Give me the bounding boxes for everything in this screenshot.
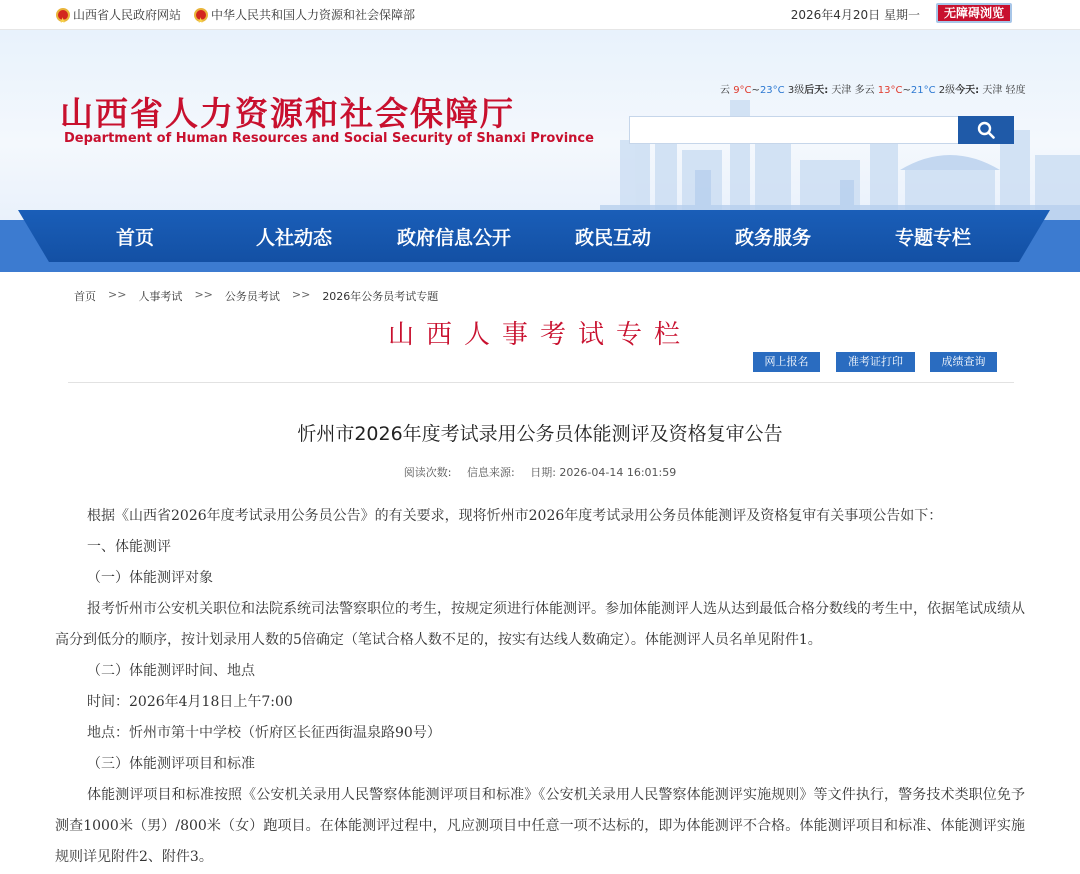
nav-home[interactable]: 首页 xyxy=(115,227,154,249)
paragraph: 根据《山西省2026年度考试录用公务员公告》的有关要求，现将忻州市2026年度考试录用公务员体能测评及资格复审有关事项公告如下： xyxy=(87,508,943,524)
nav-news[interactable]: 人社动态 xyxy=(255,227,332,249)
gov-site-link[interactable] xyxy=(56,0,181,30)
publish-date: 日期: 2026-04-14 16:01:59 xyxy=(530,466,677,479)
breadcrumb xyxy=(74,288,438,304)
admission-print-button[interactable]: 准考证打印 xyxy=(836,352,915,372)
site-subtitle: Department of Human Resources and Social Security of Shanxi Province xyxy=(64,131,594,146)
weather-day-label-2: 今天: xyxy=(955,85,980,96)
breadcrumb-topic[interactable]: 2026年公务员考试专题 xyxy=(322,290,439,303)
search-icon xyxy=(977,121,995,139)
view-count: 阅读次数: xyxy=(403,466,452,479)
current-date: 2026年4月20日 星期一 xyxy=(790,8,920,22)
online-register-button[interactable]: 网上报名 xyxy=(753,352,820,372)
header-banner xyxy=(0,30,1080,220)
gov-site-link-label: 山西省人民政府网站 xyxy=(73,8,182,22)
subsection-heading: （三）体能测评项目和标准 xyxy=(87,756,255,772)
breadcrumb-civil-service[interactable]: 公务员考试 xyxy=(224,290,280,303)
weather-condition: 云 xyxy=(720,85,730,96)
national-emblem-icon xyxy=(194,8,208,22)
weather-city: 天津 多云 xyxy=(831,85,875,96)
nav-topics[interactable]: 专题专栏 xyxy=(894,227,971,249)
accessible-browse-button[interactable]: 无障碍浏览 xyxy=(936,3,1012,23)
paragraph: 体能测评项目和标准按照《公安机关录用人民警察体能测评项目和标准》《公安机关录用人民警察体能测评实施规则》等文件执行，警务技术类职位免予测查1000米（男）/800米（女）跑项目。在体能测评过程中，凡应测项目中任意一项不达标的，即为体能测评不合格。体能测评项目和标准、体能测评实施规则详见附件2、附件3。 xyxy=(55,787,1025,865)
breadcrumb-separator: >> xyxy=(194,288,213,301)
subsection-heading: （二）体能测评时间、地点 xyxy=(87,663,255,679)
mohrss-link[interactable] xyxy=(194,0,415,30)
breadcrumb-exam[interactable]: 人事考试 xyxy=(138,290,183,303)
search-button[interactable] xyxy=(958,116,1014,144)
breadcrumb-separator: >> xyxy=(291,288,311,301)
info-source: 信息来源: xyxy=(466,466,515,479)
weather-day-label: 后天: xyxy=(804,85,829,96)
paragraph: 报考忻州市公安机关职位和法院系统司法警察职位的考生，按规定须进行体能测评。参加体能测评人选从达到最低合格分数线的考生中，依据笔试成绩从高分到低分的顺序，按计划录用人数的5倍确定（笔试合格人数不足的，按实有达线人数确定）。体能测评人员名单见附件1。 xyxy=(55,601,1025,648)
mohrss-link-label: 中华人民共和国人力资源和社会保障部 xyxy=(211,8,416,22)
nav-gov-info[interactable]: 政府信息公开 xyxy=(396,227,511,249)
article-meta xyxy=(0,464,1080,480)
weather-wind: 3级 xyxy=(787,85,805,96)
score-query-button[interactable]: 成绩查询 xyxy=(930,352,997,372)
search-input[interactable] xyxy=(629,116,959,144)
weather-widget xyxy=(720,81,1026,96)
breadcrumb-separator: >> xyxy=(108,288,127,301)
nav-interaction[interactable]: 政民互动 xyxy=(574,227,651,249)
weather-city-2: 天津 轻度 xyxy=(982,85,1026,96)
weather-temp-low: 9°C xyxy=(733,85,752,96)
subsection-heading: （一）体能测评对象 xyxy=(87,570,213,586)
paragraph: 地点：忻州市第十中学校（忻府区长征西街温泉路90号） xyxy=(87,725,441,741)
nav-services[interactable]: 政务服务 xyxy=(734,227,811,249)
article-body xyxy=(55,501,1025,873)
top-bar xyxy=(0,0,1080,30)
weather-temp-low-2: 13°C xyxy=(877,85,903,96)
weather-temp-high: 23°C xyxy=(759,85,785,96)
breadcrumb-home[interactable]: 首页 xyxy=(74,290,96,303)
national-emblem-icon xyxy=(56,8,70,22)
article-title: 忻州市2026年度考试录用公务员体能测评及资格复审公告 xyxy=(297,423,783,445)
weather-wind-2: 2级 xyxy=(938,85,956,96)
weather-range-sep: ~ xyxy=(751,85,760,96)
weather-range-sep-2: ~ xyxy=(902,85,911,96)
weather-temp-high-2: 21°C xyxy=(910,85,936,96)
paragraph: 时间：2026年4月18日上午7:00 xyxy=(87,694,293,710)
column-title: 山西人事考试专栏 xyxy=(387,320,692,350)
section-heading: 一、体能测评 xyxy=(87,539,171,555)
divider xyxy=(68,382,1014,383)
site-title: 山西省人力资源和社会保障厅 xyxy=(60,94,515,133)
